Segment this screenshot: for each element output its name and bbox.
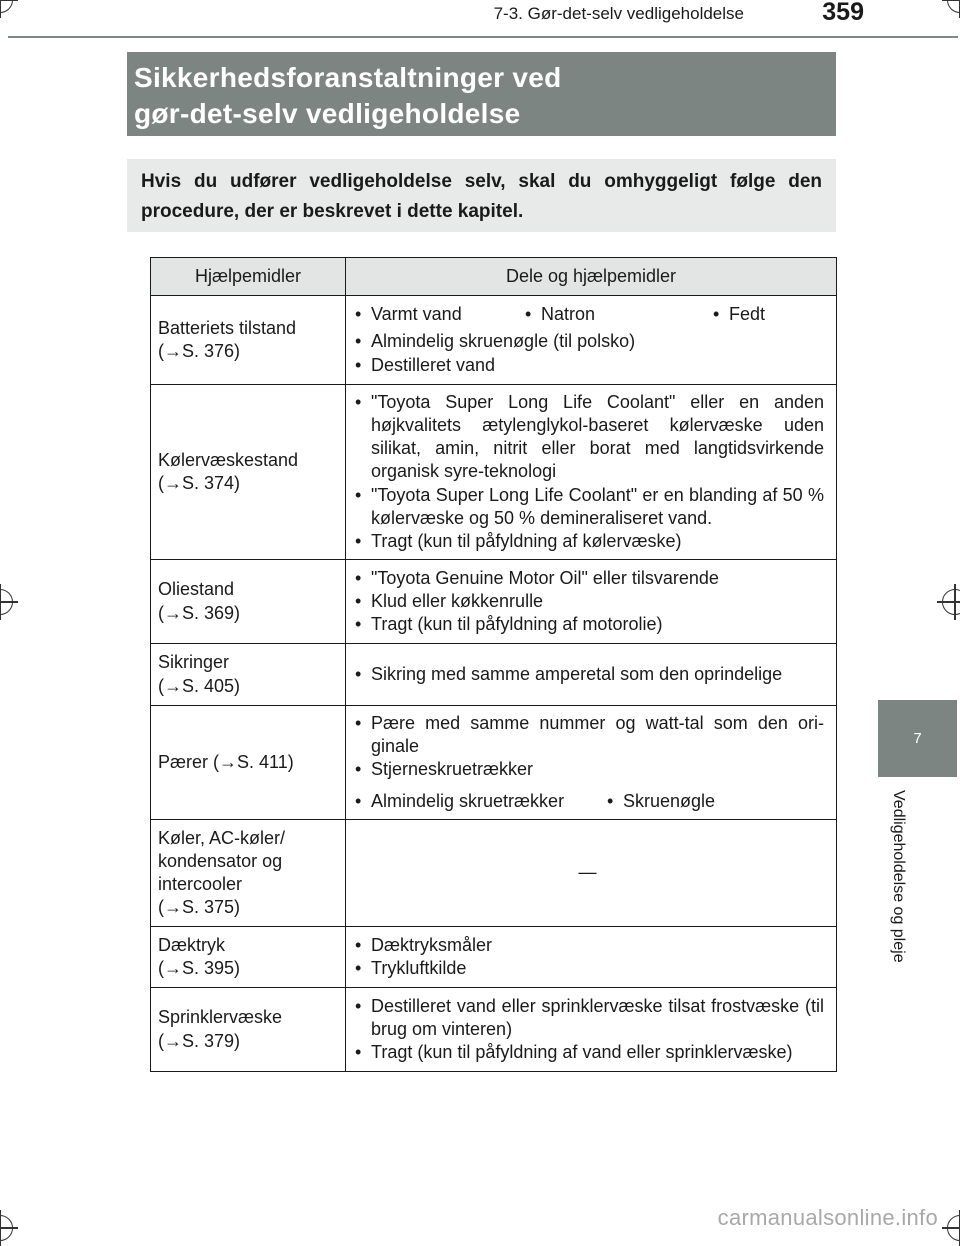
page-reference: S. 374 xyxy=(182,473,235,493)
row-label-text: Pærer ( xyxy=(158,751,220,772)
row-label xyxy=(151,988,346,1072)
list-item: • Natron xyxy=(521,303,691,326)
row-label-text: Sprinklervæske xyxy=(158,1007,283,1028)
arrow-icon: → xyxy=(164,602,182,623)
list-item: • Klud eller køkkenrulle xyxy=(351,590,824,613)
row-items xyxy=(346,644,837,706)
row-reference: (→S. 375) xyxy=(158,897,241,918)
table-header-row xyxy=(151,258,837,296)
row-label xyxy=(151,820,346,927)
registration-mark-icon xyxy=(0,1215,13,1241)
table-header-tools: Hjælpemidler xyxy=(151,258,346,296)
page-reference: S. 369 xyxy=(182,602,235,623)
chapter-label: Vedligeholdelse og pleje xyxy=(890,790,907,963)
table-row xyxy=(151,296,837,385)
page-reference: S. 379 xyxy=(182,1030,235,1051)
row-reference xyxy=(158,751,338,774)
list-item: • Tragt (kun til påfyldning af motorolie) xyxy=(351,613,824,636)
arrow-icon: → xyxy=(164,958,182,978)
registration-mark-icon xyxy=(0,0,13,13)
list-item: • Dæktryksmåler xyxy=(351,934,824,957)
list-item: • Destilleret vand xyxy=(351,354,824,377)
table-row xyxy=(151,820,837,927)
row-label-text: Batteriets tilstand xyxy=(158,317,297,338)
row-reference: (→S. 369) xyxy=(158,602,241,623)
row-label-text: Sikringer xyxy=(158,652,230,673)
registration-mark-icon xyxy=(0,589,13,615)
header-divider xyxy=(8,36,958,38)
list-item-note: • "Toyota Super Long Life Coolant" er en blanding af 50 % kølervæske og 50 % demineraliseret vand. xyxy=(351,484,824,530)
page-reference: S. 375 xyxy=(182,897,235,918)
table-row xyxy=(151,644,837,706)
row-label xyxy=(151,560,346,644)
list-item: • Destilleret vand eller sprinklervæske tilsat frostvæske (til brug om vinteren) xyxy=(351,995,824,1041)
list-item: • Trykluftkilde xyxy=(351,957,824,980)
row-label xyxy=(151,706,346,820)
arrow-icon: → xyxy=(164,675,182,696)
page-reference: S. 395 xyxy=(182,958,235,978)
registration-mark-icon xyxy=(947,0,960,13)
list-item: • "Toyota Super Long Life Coolant" eller en anden højkvalitets ætylenglykol-baseret kølervæske uden silikat, amin, nitrit eller borat med langtidsvirkende organisk syre-teknologi xyxy=(351,391,824,484)
row-label xyxy=(151,927,346,988)
table-row xyxy=(151,706,837,820)
list-item: • Almindelig skruetrækker xyxy=(351,790,603,813)
registration-mark-icon xyxy=(947,1215,960,1241)
header-section-title: 7-3. Gør-det-selv vedligeholdelse xyxy=(493,4,744,23)
table-row xyxy=(151,385,837,560)
page-reference: S. 411) xyxy=(237,751,294,772)
section-title-banner xyxy=(127,52,836,136)
row-label-text: Oliestand xyxy=(158,579,235,600)
row-items xyxy=(346,385,837,560)
row-label xyxy=(151,385,346,560)
row-reference: (→S. 405) xyxy=(158,675,241,696)
list-item: • Tragt (kun til påfyldning af vand eller sprinklervæske) xyxy=(351,1041,824,1064)
row-items-empty: — xyxy=(346,820,837,927)
arrow-icon: → xyxy=(219,751,238,772)
chapter-number: 7 xyxy=(913,730,922,747)
list-item-group xyxy=(351,303,824,326)
row-label-text: Kølervæskestand xyxy=(158,449,299,470)
page-reference: S. 405 xyxy=(182,675,235,696)
page-number: 359 xyxy=(822,0,864,26)
list-item: • Varmt vand xyxy=(351,303,521,326)
row-label-text: Dæktryk xyxy=(158,934,225,955)
list-item: • Pære med samme nummer og watt-tal som den ori-ginale xyxy=(351,712,824,758)
list-item: • Sikring med samme amperetal som den oprindelige xyxy=(351,663,824,686)
row-items xyxy=(346,988,837,1072)
table-header-parts: Dele og hjælpemidler xyxy=(346,258,837,296)
section-title-line-2: gør-det-selv vedligeholdelse xyxy=(134,98,521,129)
intro-text: Hvis du udfører vedligeholdelse selv, skal du omhyggeligt følge den procedure, der er beskrevet i dette kapitel. xyxy=(127,159,836,232)
arrow-icon: → xyxy=(164,1030,182,1051)
tools-table xyxy=(150,257,837,1072)
table-row xyxy=(151,988,837,1072)
row-label-text: Køler, AC-køler/ kondensator og intercooler xyxy=(158,827,286,894)
row-items xyxy=(346,927,837,988)
page-reference: S. 376 xyxy=(182,341,235,361)
row-items xyxy=(346,560,837,644)
table-row xyxy=(151,560,837,644)
list-item: • Stjerneskruetrækker xyxy=(351,758,824,781)
arrow-icon: → xyxy=(164,473,182,493)
row-label xyxy=(151,644,346,706)
registration-mark-icon xyxy=(942,589,960,615)
list-item: • Fedt xyxy=(709,303,765,326)
list-item: • Skruenøgle xyxy=(603,790,715,813)
row-items xyxy=(346,706,837,820)
watermark: carmanualsonline.info xyxy=(717,1205,938,1230)
row-label xyxy=(151,296,346,385)
list-item: • Almindelig skruenøgle (til polsko) xyxy=(351,330,824,353)
row-reference: (→S. 395) xyxy=(158,958,241,978)
chapter-tab xyxy=(878,700,957,777)
row-reference: (→S. 379) xyxy=(158,1030,241,1051)
list-item-group xyxy=(351,790,824,813)
list-item: • Tragt (kun til påfyldning af kølervæske) xyxy=(351,530,824,553)
arrow-icon: → xyxy=(164,341,182,361)
section-title-line-1: Sikkerhedsforanstaltninger ved xyxy=(134,62,562,93)
row-reference: (→S. 374) xyxy=(158,473,241,493)
row-items xyxy=(346,296,837,385)
arrow-icon: → xyxy=(164,897,182,918)
row-reference: (→S. 376) xyxy=(158,341,241,361)
list-item: • "Toyota Genuine Motor Oil" eller tilsvarende xyxy=(351,567,824,590)
table-row xyxy=(151,927,837,988)
